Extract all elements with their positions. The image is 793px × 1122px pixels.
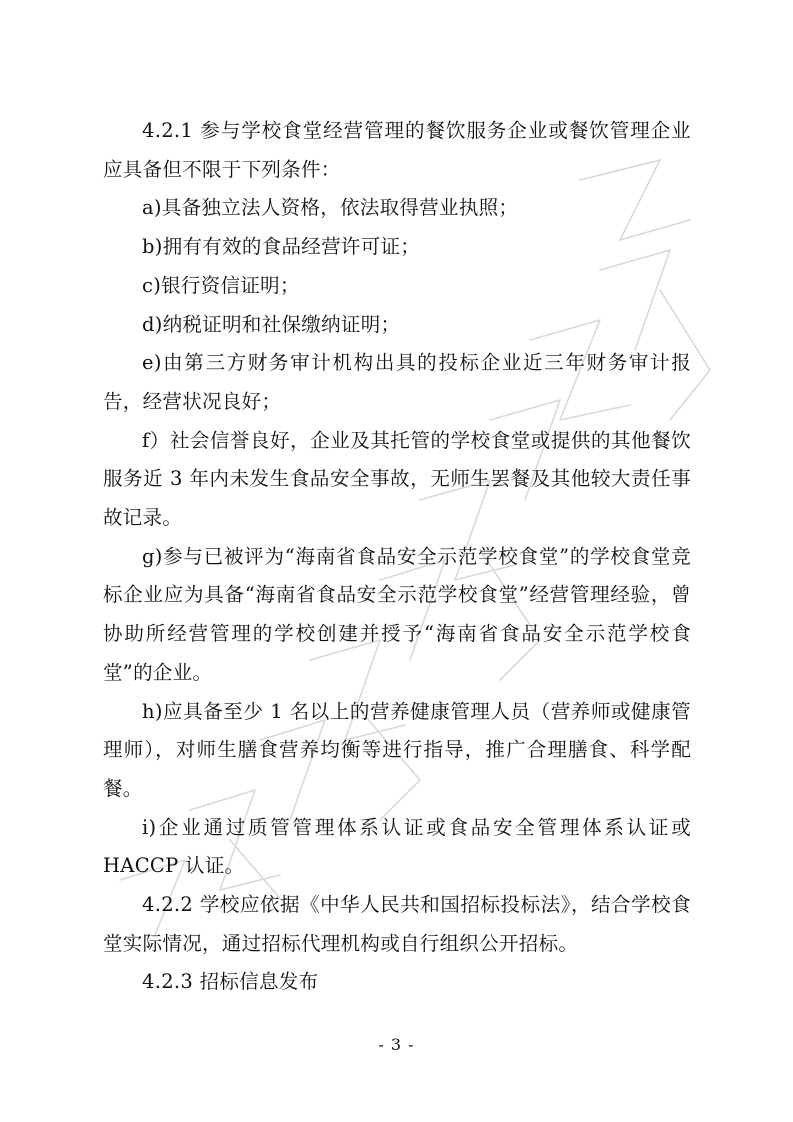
- paragraph-item-e: e)由第三方财务审计机构出具的投标企业近三年财务审计报告，经营状况良好；: [103, 351, 691, 413]
- paragraph-item-f: f）社会信誉良好，企业及其托管的学校食堂或提供的其他餐饮服务近 3 年内未发生食品安全事故，无师生罢餐及其他较大责任事故记录。: [103, 428, 691, 530]
- paragraph-item-g: g)参与已被评为“海南省食品安全示范学校食堂”的学校食堂竞标企业应为具备“海南省食品安全示范学校食堂”经营管理经验，曾协助所经营管理的学校创建并授予“海南省食品安全示范学校食堂”的企业。: [103, 544, 691, 684]
- paragraph-4-2-3: 4.2.3 招标信息发布: [142, 970, 319, 994]
- paragraph-item-a: a)具备独立法人资格，依法取得营业执照；: [142, 196, 519, 220]
- page-number: - 3 -: [378, 1035, 415, 1054]
- paragraph-4-2-2: 4.2.2 学校应依据《中华人民共和国招标投标法》，结合学校食堂实际情况，通过招标代理机构或自行组织公开招标。: [103, 893, 691, 955]
- paragraph-item-d: d)纳税证明和社保缴纳证明；: [142, 312, 401, 336]
- body-text: [103, 112, 691, 1002]
- paragraph-item-c: c)银行资信证明；: [142, 273, 300, 297]
- paragraph-item-h: h)应具备至少 1 名以上的营养健康管理人员（营养师或健康管理师），对师生膳食营养均衡等进行指导，推广合理膳食、科学配餐。: [103, 699, 691, 800]
- paragraph-item-b: b)拥有有效的食品经营许可证；: [142, 235, 421, 259]
- paragraph-item-i: i)企业通过质管管理体系认证或食品安全管理体系认证或HACCP 认证。: [103, 815, 691, 878]
- paragraph-4-2-1: 4.2.1 参与学校食堂经营管理的餐饮服务企业或餐饮管理企业应具备但不限于下列条件：: [103, 119, 691, 181]
